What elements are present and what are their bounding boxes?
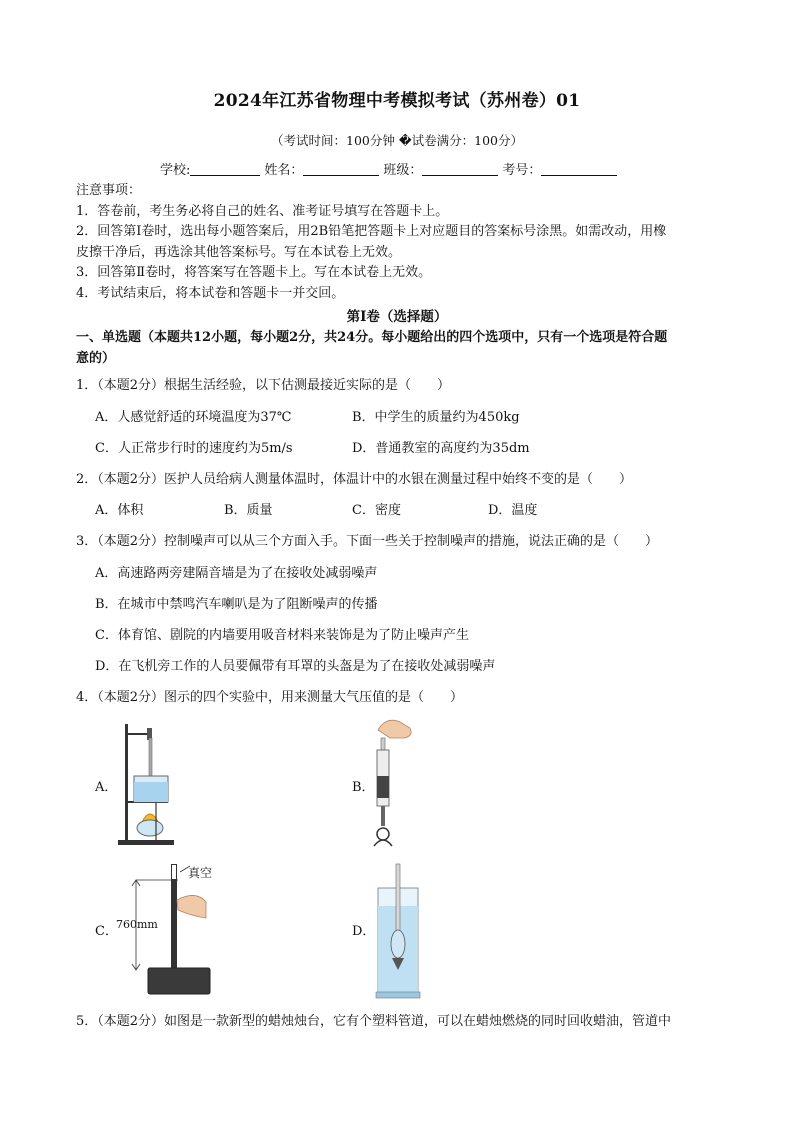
figure-c-vacuum-label: 真空 bbox=[188, 866, 213, 880]
question-1-option-b[interactable]: B．中学生的质量约为450kg bbox=[352, 410, 520, 425]
question-2-option-b[interactable]: B．质量 bbox=[224, 503, 273, 518]
school-blank[interactable] bbox=[190, 163, 260, 176]
question-type-line-2: 意的） bbox=[76, 351, 116, 366]
note-item-1: 1．答卷前，考生务必将自己的姓名、准考证号填写在答题卡上。 bbox=[76, 204, 449, 219]
exam-no-label: 考号： bbox=[502, 163, 542, 178]
exam-title: 2024年江苏省物理中考模拟考试（苏州卷）01 bbox=[213, 91, 581, 111]
note-item-2: 2．回答第Ⅰ卷时，选出每小题答案后，用2B铅笔把答题卡上对应题目的答案标号涂黑。如需改动，用橡 bbox=[76, 224, 667, 239]
note-item-3: 3．回答第Ⅱ卷时，将答案写在答题卡上。写在本试卷上无效。 bbox=[76, 265, 432, 280]
question-3-option-b[interactable]: B．在城市中禁鸣汽车喇叭是为了阻断噪声的传播 bbox=[95, 597, 378, 612]
question-4-option-b[interactable]: B． bbox=[352, 780, 375, 795]
name-label: 姓名： bbox=[264, 163, 304, 178]
question-2-stem: 2．（本题2分）医护人员给病人测量体温时，体温计中的水银在测量过程中始终不变的是（ ） bbox=[76, 472, 633, 487]
question-3-option-a[interactable]: A．高速路两旁建隔音墙是为了在接收处减弱噪声 bbox=[95, 566, 378, 581]
torricelli-experiment-figure bbox=[126, 862, 212, 996]
note-item-2-cont: 皮擦干净后，再选涂其他答案标号。写在本试卷上无效。 bbox=[76, 245, 402, 260]
question-4-option-c[interactable]: C． bbox=[95, 924, 118, 939]
question-2-option-a[interactable]: A．体积 bbox=[95, 503, 144, 518]
school-label: 学校: bbox=[160, 163, 191, 178]
hydrometer-cylinder-figure bbox=[374, 862, 422, 1000]
exam-no-blank[interactable] bbox=[541, 163, 617, 176]
student-info-line bbox=[160, 159, 621, 178]
boiling-water-apparatus-figure bbox=[116, 716, 176, 846]
question-type-line-1: 一、单选题（本题共12小题，每小题2分，共24分。每小题给出的四个选项中，只有一个选项是符合题 bbox=[76, 330, 668, 345]
figure-c-height-label: 760mm bbox=[116, 918, 158, 931]
question-1-option-a[interactable]: A．人感觉舒适的环境温度为37℃ bbox=[95, 410, 292, 425]
question-1-option-d[interactable]: D．普通教室的高度约为35dm bbox=[352, 441, 530, 456]
question-2-option-c[interactable]: C．密度 bbox=[352, 503, 401, 518]
question-3-option-c[interactable]: C．体育馆、剧院的内墙要用吸音材料来装饰是为了防止噪声产生 bbox=[95, 628, 469, 643]
question-1-stem: 1．（本题2分）根据生活经验，以下估测最接近实际的是（ ） bbox=[76, 378, 451, 393]
question-4-stem: 4．（本题2分）图示的四个实验中，用来测量大气压值的是（ ） bbox=[76, 690, 464, 705]
question-4-option-d[interactable]: D． bbox=[352, 924, 376, 939]
question-3-stem: 3．（本题2分）控制噪声可以从三个方面入手。下面一些关于控制噪声的措施，说法正确的是（ ） bbox=[76, 534, 659, 549]
question-4-option-a[interactable]: A． bbox=[95, 780, 118, 795]
syringe-spring-scale-figure bbox=[368, 716, 428, 854]
question-3-option-d[interactable]: D．在飞机旁工作的人员要佩带有耳罩的头盔是为了在接收处减弱噪声 bbox=[95, 659, 496, 674]
class-label: 班级： bbox=[383, 163, 423, 178]
section-title: 第Ⅰ卷（选择题） bbox=[346, 309, 448, 325]
question-2-option-d[interactable]: D．温度 bbox=[488, 503, 538, 518]
name-blank[interactable] bbox=[303, 163, 379, 176]
question-type-heading bbox=[76, 327, 726, 369]
exam-subtitle: （考试时间：100分钟 �试卷满分：100分） bbox=[270, 133, 523, 148]
question-5-stem: 5．（本题2分）如图是一款新型的蜡烛烛台，它有个塑料管道，可以在蜡烛燃烧的同时回收蜡油，管道中 bbox=[76, 1014, 672, 1029]
notes-heading: 注意事项： bbox=[76, 183, 142, 198]
note-item-4: 4．考试结束后，将本试卷和答题卡一并交回。 bbox=[76, 286, 345, 301]
class-blank[interactable] bbox=[422, 163, 498, 176]
question-1-option-c[interactable]: C．人正常步行时的速度约为5m/s bbox=[95, 441, 293, 456]
